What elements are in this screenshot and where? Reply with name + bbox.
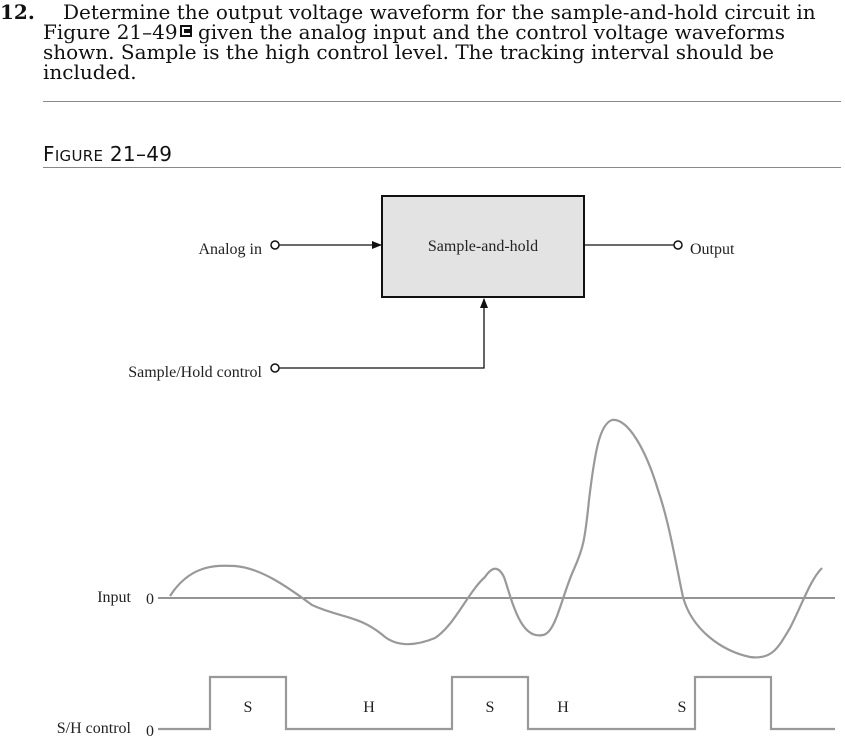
sh-state-1: S [243,699,253,716]
output-label: Output [690,241,735,258]
analog-in-terminal [271,241,279,249]
sh-state-5: S [677,699,687,716]
figure-title-cap: F [43,142,55,166]
input-zero-label: 0 [146,591,154,608]
input-waveform [170,420,822,658]
block-label: Sample-and-hold [427,238,539,255]
output-terminal [674,241,682,249]
control-terminal [271,364,279,372]
sh-state-3: S [485,699,495,716]
problem-text-part1: Determine the output voltage waveform for the sample-and-hold circuit in Figure 21–49 [43,0,816,44]
sh-control-zero-label: 0 [146,723,154,740]
input-label: Input [97,589,131,606]
problem-number: 12. [0,0,35,24]
problem-text-part2: given the analog input and the control voltage waveforms shown. Sample is the high control level. The tracking interval should be included. [43,20,786,84]
figure-title-small: IGURE [54,147,104,165]
control-wire [279,299,484,368]
sh-state-4: H [557,699,569,716]
control-label: Sample/Hold control [128,364,262,381]
sh-control-waveform [158,677,835,729]
figure-title-number: 21–49 [103,142,173,166]
sh-state-2: H [363,699,375,716]
sh-control-label: S/H control [56,720,131,737]
analog-in-label: Analog in [198,241,262,258]
